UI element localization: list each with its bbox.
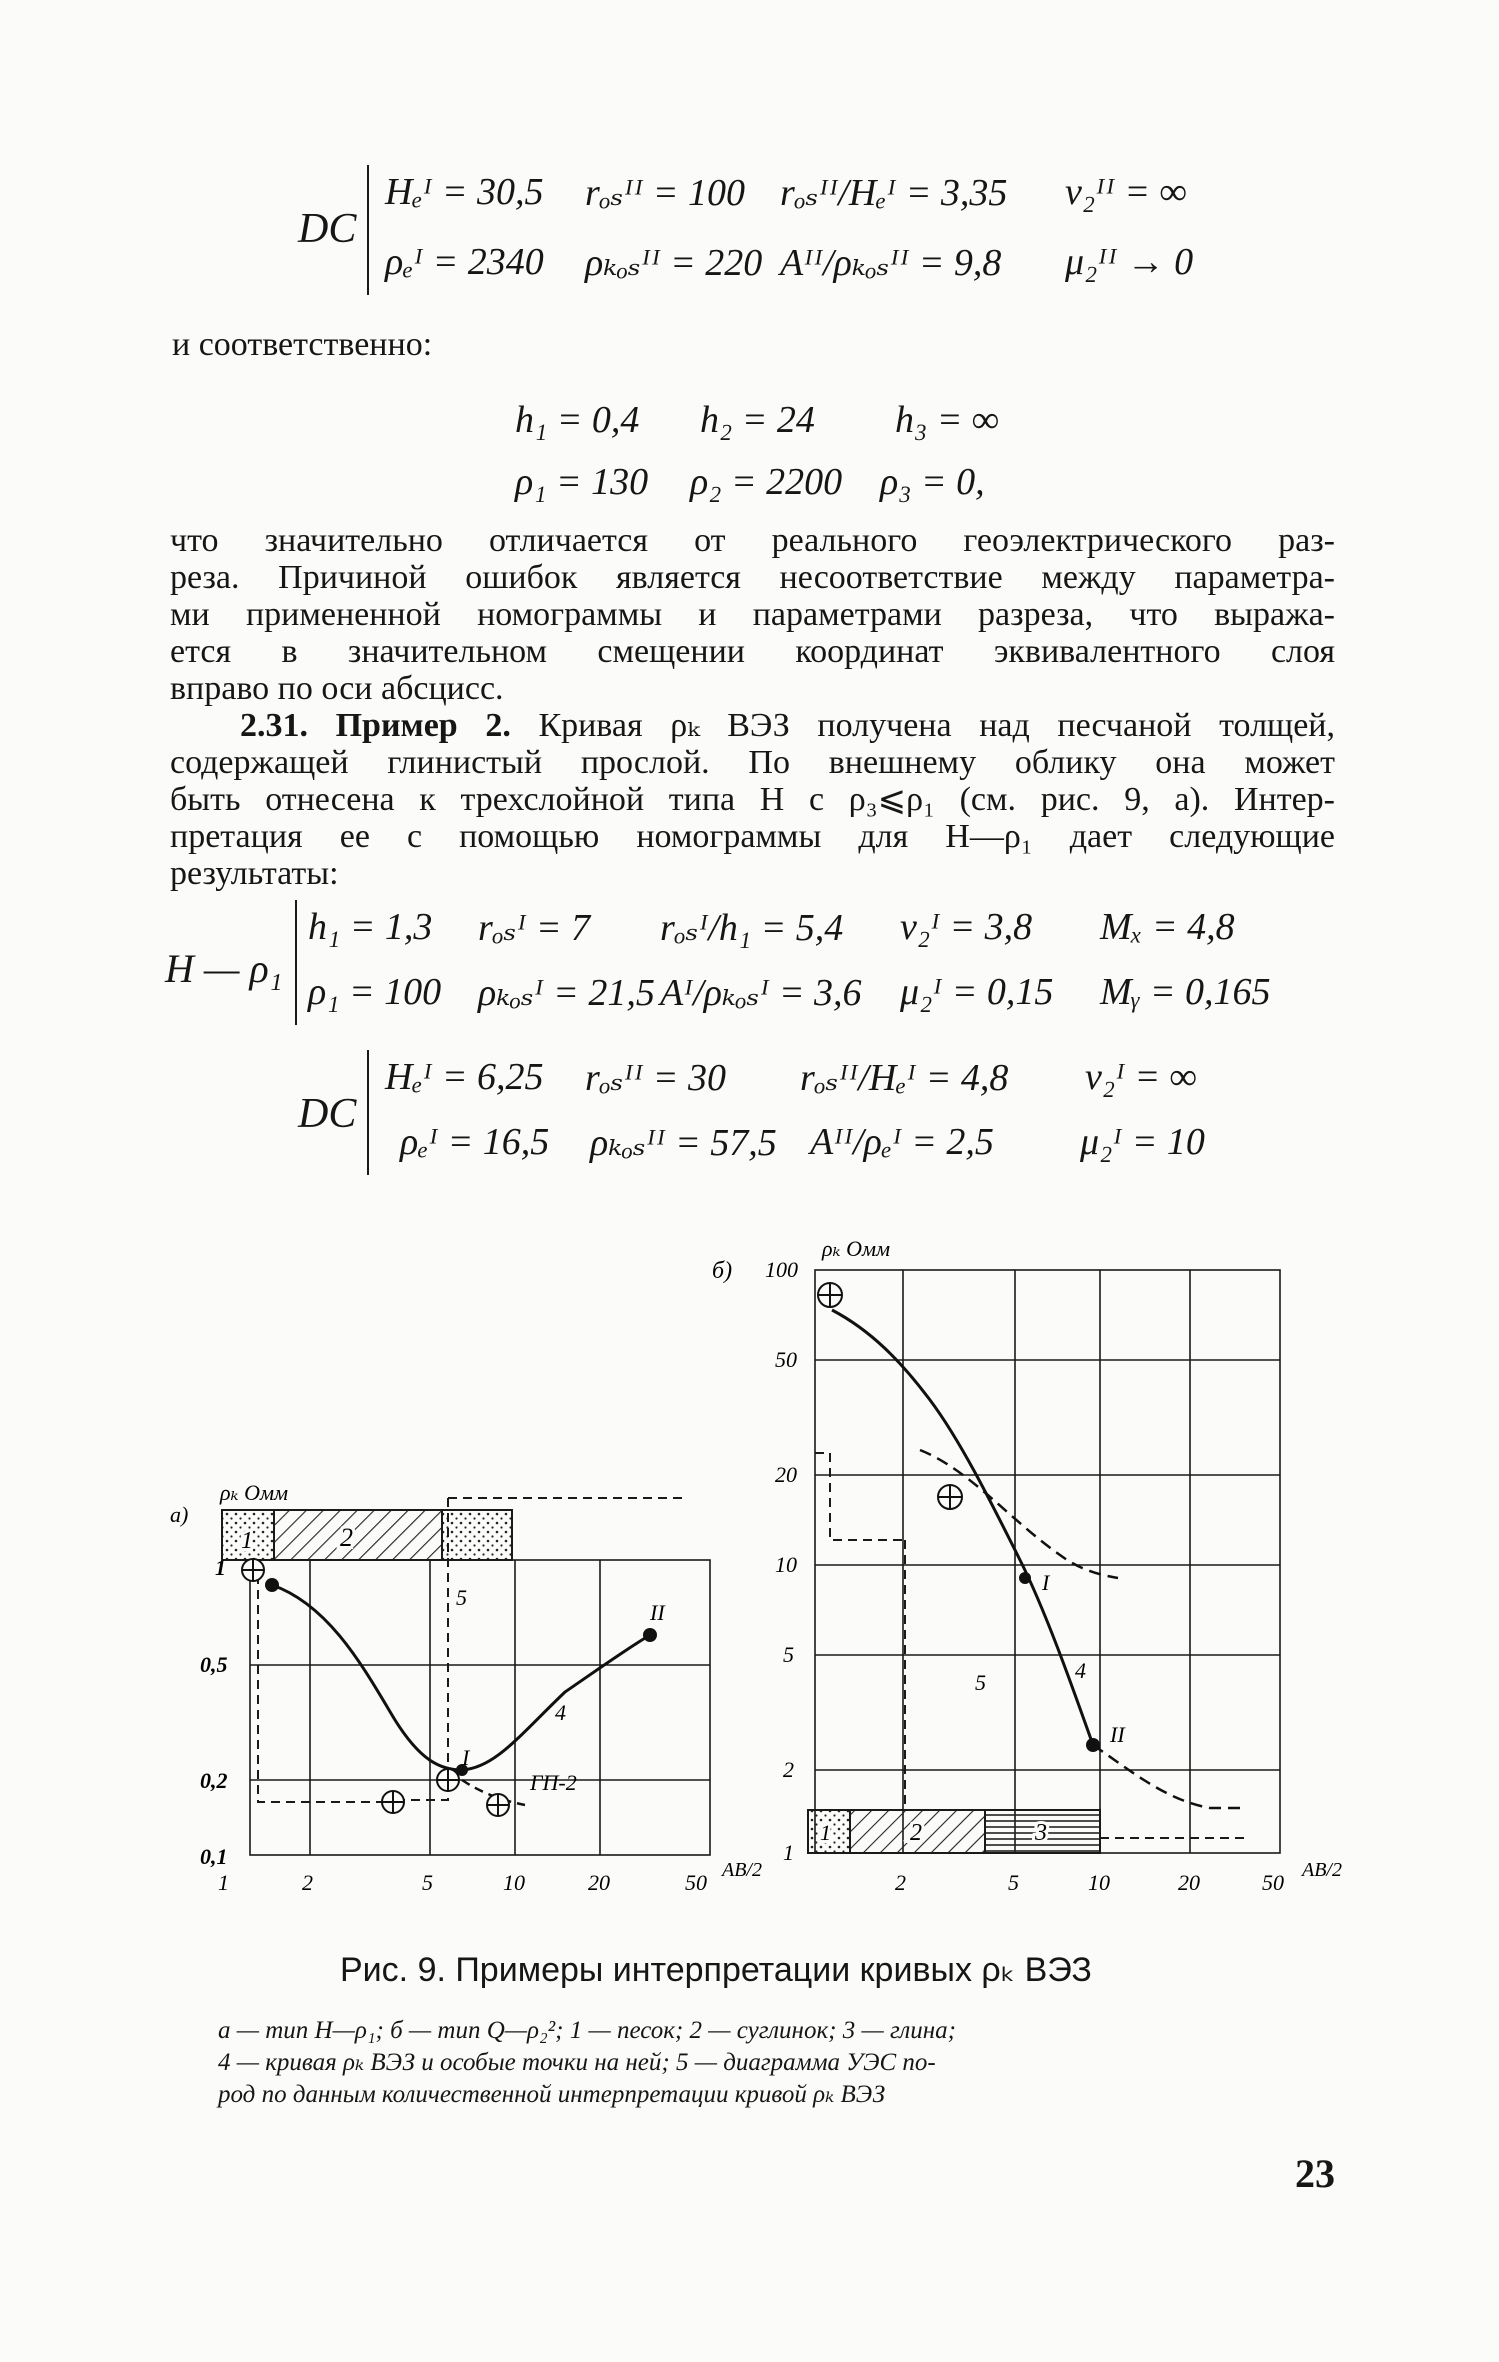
panel-a-point-start <box>265 1578 279 1592</box>
panel-a-xtick: 20 <box>588 1870 610 1895</box>
res1-r2-c2: ρ₂ = 2200 <box>690 461 843 503</box>
panel-a-label-I: I <box>462 1745 470 1770</box>
hr-r2-c2: ρₖₒₛᴵ = 21,5 <box>478 972 655 1014</box>
panel-b-curve-4 <box>832 1310 1093 1745</box>
panel-b-label-1: 1 <box>820 1820 831 1845</box>
p2-line: быть отнесена к трехслойной типа H с ρ₃⩽ρ₁ (см. рис. 9, а). Интер- <box>170 781 1335 818</box>
dc1-r1-c3: rₒₛᴵᴵ/Hₑᴵ = 3,35 <box>780 172 1008 214</box>
panel-b-xtick: 10 <box>1088 1870 1110 1895</box>
panel-b-ytick: 2 <box>783 1757 794 1782</box>
hr-r1-c3: rₒₛᴵ/h₁ = 5,4 <box>660 907 844 949</box>
hr-r2-c5: Mᵧ = 0,165 <box>1100 971 1271 1013</box>
dc2-r1-c3: rₒₛᴵᴵ/Hₑᴵ = 4,8 <box>800 1057 1009 1099</box>
and-respectively: и соответственно: <box>172 326 433 363</box>
panel-a-letter: а) <box>170 1502 189 1527</box>
p2-number: 2.31. <box>240 707 308 744</box>
paragraph-2 <box>170 707 1335 892</box>
panel-b-ytick: 20 <box>775 1462 797 1487</box>
panel-b-point-I <box>1019 1572 1031 1584</box>
panel-a-label-5: 5 <box>456 1585 467 1610</box>
panel-a-ytick: 1 <box>215 1555 226 1580</box>
dc2-r2-c2: ρₖₒₛᴵᴵ = 57,5 <box>590 1122 777 1164</box>
p1-line: вправо по оси абсцисс. <box>170 670 504 707</box>
panel-a-ytick: 0,5 <box>200 1652 228 1677</box>
brace-2 <box>295 900 297 1025</box>
panel-b-label-I: I <box>1042 1570 1050 1595</box>
hr-r1-c4: ν₂ᴵ = 3,8 <box>900 906 1033 948</box>
panel-a-layer-boxes <box>222 1510 512 1560</box>
panel-b-ytick: 100 <box>765 1257 798 1282</box>
dc1-r2-c1: ρₑᴵ = 2340 <box>385 241 544 283</box>
panel-a-label-II: II <box>650 1600 665 1625</box>
p2-line: претация ее с помощью номограммы для H—ρ₁ дает следующие <box>170 818 1335 855</box>
res1-r2-c1: ρ₁ = 130 <box>515 461 649 503</box>
figure-legend <box>218 2015 1298 2111</box>
panel-b-diagram-5 <box>815 1453 1250 1838</box>
dc1-r2-c3: Aᴵᴵ/ρₖₒₛᴵᴵ = 9,8 <box>780 242 1002 284</box>
figure-9 <box>0 1230 1499 1910</box>
brace-3 <box>367 1050 369 1175</box>
panel-a-xtick: 10 <box>503 1870 525 1895</box>
panel-b-letter: б) <box>712 1258 733 1284</box>
panel-a <box>170 1480 762 1895</box>
panel-b-label-2: 2 <box>910 1820 922 1846</box>
panel-a-label-gp2: ГП-2 <box>530 1770 577 1795</box>
panel-b-point-II <box>1086 1738 1100 1752</box>
panel-a-xtick: 50 <box>685 1870 707 1895</box>
hr-r1-c1: h₁ = 1,3 <box>308 906 433 948</box>
panel-a-label-4: 4 <box>555 1700 566 1725</box>
panel-a-label-2: 2 <box>340 1523 353 1552</box>
panel-a-xtick: 1 <box>218 1870 229 1895</box>
panel-a-curve-4 <box>272 1585 650 1770</box>
panel-a-ytick: 0,1 <box>200 1844 228 1869</box>
legend-line: род по данным количественной интерпретации кривой ρₖ ВЭЗ <box>218 2081 886 2108</box>
p2-line: содержащей глинистый прослой. По внешнему облику она может <box>170 744 1335 781</box>
panel-b-ylabel: ρₖ Омм <box>822 1236 891 1261</box>
panel-b-ytick: 5 <box>783 1642 794 1667</box>
panel-b-xtick: 50 <box>1262 1870 1284 1895</box>
figure-caption-title: Рис. 9. Примеры интерпретации кривых ρₖ ВЭЗ <box>340 1951 1092 1989</box>
panel-a-xtick: 2 <box>302 1870 313 1895</box>
paragraph-1 <box>170 522 1335 707</box>
hr-r2-c3: Aᴵ/ρₖₒₛᴵ = 3,6 <box>660 972 862 1014</box>
p2-line: Кривая ρₖ ВЭЗ получена над песчаной толщей, <box>538 707 1336 744</box>
dc2-r2-c4: μ₂ᴵ = 10 <box>1080 1121 1205 1163</box>
p1-line: ется в значительном смещении координат эквивалентного слоя <box>170 633 1335 670</box>
res1-r1-c1: h₁ = 0,4 <box>515 399 640 441</box>
dc2-r1-c2: rₒₛᴵᴵ = 30 <box>585 1057 726 1099</box>
legend-line: а — тип H—ρ₁; б — тип Q—ρ₂²; 1 — песок; 2 — суглинок; 3 — глина; <box>218 2017 957 2044</box>
hr-r2-c4: μ₂ᴵ = 0,15 <box>900 971 1054 1013</box>
panel-b-ytick: 50 <box>775 1347 797 1372</box>
panel-b-label-5: 5 <box>975 1670 986 1695</box>
dc1-r1-c1: Hₑᴵ = 30,5 <box>385 171 544 213</box>
hr-r1-c5: Mₓ = 4,8 <box>1100 906 1235 948</box>
dc1-r2-c2: ρₖₒₛᴵᴵ = 220 <box>585 242 763 284</box>
panel-b-xtick: 20 <box>1178 1870 1200 1895</box>
panel-b-xtick: 2 <box>895 1870 906 1895</box>
p1-line: ми примененной номограммы и параметрами разреза, что выража- <box>170 596 1335 633</box>
page-number: 23 <box>1295 2151 1335 2196</box>
res1-r2-c3: ρ₃ = 0, <box>880 461 985 503</box>
dc2-r1-c1: Hₑᴵ = 6,25 <box>385 1056 544 1098</box>
p2-heading: Пример 2. <box>335 707 511 744</box>
panel-a-ytick: 0,2 <box>200 1768 228 1793</box>
dc2-r1-c4: ν₂ᴵ = ∞ <box>1085 1056 1197 1098</box>
panel-a-label-1: 1 <box>241 1528 253 1554</box>
legend-line: 4 — кривая ρₖ ВЭЗ и особые точки на ней; 5 — диаграмма УЭС по- <box>218 2049 936 2076</box>
panel-a-point-II <box>643 1628 657 1642</box>
dc1-r1-c2: rₒₛᴵᴵ = 100 <box>585 172 745 214</box>
panel-a-grid <box>250 1560 710 1855</box>
panel-b-label-3: 3 <box>1035 1820 1047 1846</box>
dc2-r2-c1: ρₑᴵ = 16,5 <box>400 1121 550 1163</box>
dc1-r2-c4: μ₂ᴵᴵ → 0 <box>1065 241 1194 283</box>
panel-b-curve-dashed-lower <box>1093 1745 1245 1808</box>
hr-r2-c1: ρ₁ = 100 <box>308 971 442 1013</box>
panel-a-xtick: 5 <box>422 1870 433 1895</box>
panel-b-ytick: 1 <box>783 1840 794 1865</box>
panel-b-ytick: 10 <box>775 1552 797 1577</box>
panel-b-xtick: 5 <box>1008 1870 1019 1895</box>
panel-a-xlabel: AB/2 <box>722 1859 762 1881</box>
p2-line: результаты: <box>170 855 339 892</box>
p1-line: что значительно отличается от реального геоэлектрического раз- <box>170 522 1335 559</box>
dc-label-1: DC <box>298 206 357 252</box>
h-rho-label: H — ρ₁ <box>165 946 283 991</box>
res1-r1-c3: h₃ = ∞ <box>895 399 999 441</box>
dc1-r1-c4: ν₂ᴵᴵ = ∞ <box>1065 171 1187 213</box>
panel-a-ylabel: ρₖ Омм <box>220 1480 289 1505</box>
panel-b-grid <box>815 1270 1280 1853</box>
p1-line: реза. Причиной ошибок является несоответствие между параметра- <box>170 559 1335 596</box>
brace-1 <box>367 165 369 295</box>
panel-b-xlabel: AB/2 <box>1302 1859 1342 1881</box>
panel-b <box>712 1236 1342 1895</box>
dc-label-2: DC <box>298 1091 357 1137</box>
dc2-r2-c3: Aᴵᴵ/ρₑᴵ = 2,5 <box>810 1121 994 1163</box>
res1-r1-c2: h₂ = 24 <box>700 399 815 441</box>
hr-r1-c2: rₒₛᴵ = 7 <box>478 907 591 949</box>
panel-b-layer-boxes <box>808 1810 1100 1853</box>
panel-b-label-II: II <box>1110 1722 1125 1747</box>
panel-b-label-4: 4 <box>1075 1658 1086 1683</box>
